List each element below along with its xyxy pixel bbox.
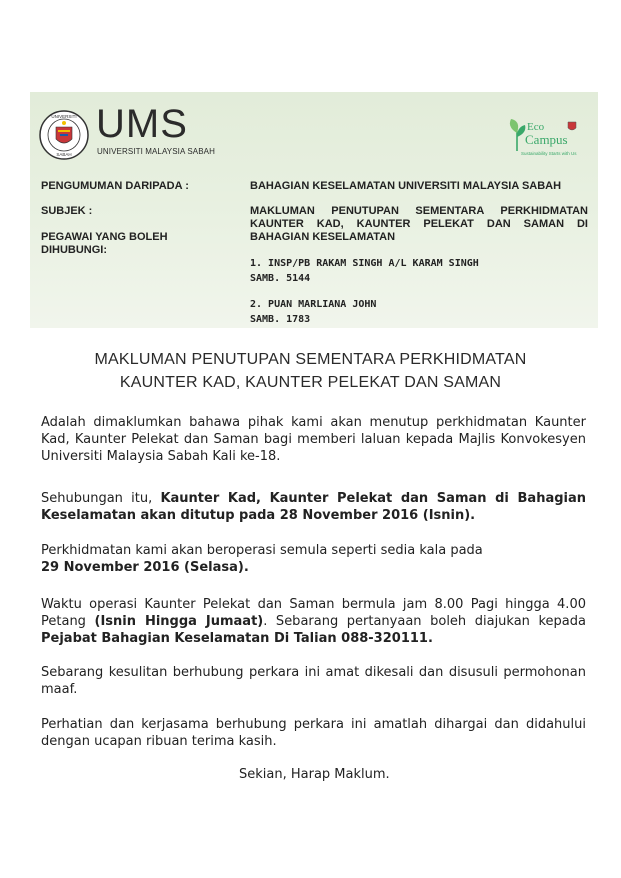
from-label: PENGUMUMAN DARIPADA :: [41, 180, 189, 192]
crest-text-bottom: SABAH: [56, 152, 72, 157]
contact-label-line-2: DIHUBUNGI:: [41, 244, 107, 256]
eco-word: Eco: [527, 121, 545, 133]
contact-1-name: 1. INSP/PB RAKAM SINGH A/L KARAM SINGH: [250, 258, 479, 269]
document-title-line-2: KAUNTER KAD, KAUNTER PELEKAT DAN SAMAN: [119, 374, 502, 391]
subject-label: SUBJEK :: [41, 205, 93, 217]
paragraph-4-bold-2: Pejabat Bahagian Keselamatan Di Talian 088-320111.: [41, 631, 433, 646]
ums-logo-text: UMS: [96, 102, 188, 146]
university-crest-logo: [38, 109, 90, 161]
eco-tagline: Sustainability Starts with Us: [521, 151, 577, 156]
subject-line-1: MAKLUMAN PENUTUPAN SEMENTARA PERKHIDMATAN: [250, 205, 588, 217]
campus-word: Campus: [525, 132, 568, 147]
paragraph-2: [41, 490, 586, 524]
contact-1-ext: SAMB. 5144: [250, 273, 311, 284]
document-title-line-1: MAKLUMAN PENUTUPAN SEMENTARA PERKHIDMATAN: [94, 351, 527, 368]
ums-logo-subtitle: UNIVERSITI MALAYSIA SABAH: [97, 147, 215, 156]
paragraph-3-text: Perkhidmatan kami akan beroperasi semula seperti sedia kala pada: [41, 543, 483, 558]
paragraph-4-text-1: Waktu operasi Kaunter Pelekat dan Saman bermula jam 8.00 Pagi hingga 4.00 Petang: [41, 597, 586, 629]
paragraph-5: Sebarang kesulitan berhubung perkara ini amat dikesali dan disusuli permohonan maaf.: [41, 665, 586, 697]
subject-line-2: KAUNTER KAD, KAUNTER PELEKAT DAN SAMAN DI: [250, 218, 588, 230]
contact-2-name: 2. PUAN MARLIANA JOHN: [250, 299, 377, 310]
mini-crest-icon: [567, 121, 577, 133]
crest-text-top: UNIVERSITI: [51, 114, 77, 119]
paragraph-3-bold: 29 November 2016 (Selasa).: [41, 560, 249, 575]
closing-line: Sekian, Harap Maklum.: [239, 767, 390, 782]
paragraph-2-intro: Sehubungan itu,: [41, 491, 161, 506]
paragraph-2-bold: Kaunter Kad, Kaunter Pelekat dan Saman di Bahagian Keselamatan akan ditutup pada 28 November 2016 (Isnin).: [41, 491, 587, 523]
paragraph-6: Perhatian dan kerjasama berhubung perkara ini amatlah dihargai dan didahului dengan ucapan ribuan terima kasih.: [41, 717, 586, 749]
contact-2-ext: SAMB. 1783: [250, 314, 311, 325]
paragraph-3: [41, 542, 586, 576]
paragraph-4-bold-1: (Isnin Hingga Jumaat): [94, 614, 264, 629]
paragraph-1: Adalah dimaklumkan bahawa pihak kami akan menutup perkhidmatan Kaunter Kad, Kaunter Pelekat dan Saman bagi memberi laluan kepada Majlis Konvokesyen Universiti Malaysia Sabah Kali ke-18.: [41, 415, 586, 464]
subject-line-3: BAHAGIAN KESELAMATAN: [250, 231, 396, 243]
eco-campus-logo: [505, 115, 585, 163]
contact-label-line-1: PEGAWAI YANG BOLEH: [41, 231, 168, 243]
paragraph-4: [41, 596, 586, 647]
from-value: BAHAGIAN KESELAMATAN UNIVERSITI MALAYSIA SABAH: [250, 180, 562, 192]
paragraph-4-text-2: . Sebarang pertanyaan boleh diajukan kepada: [263, 614, 586, 629]
